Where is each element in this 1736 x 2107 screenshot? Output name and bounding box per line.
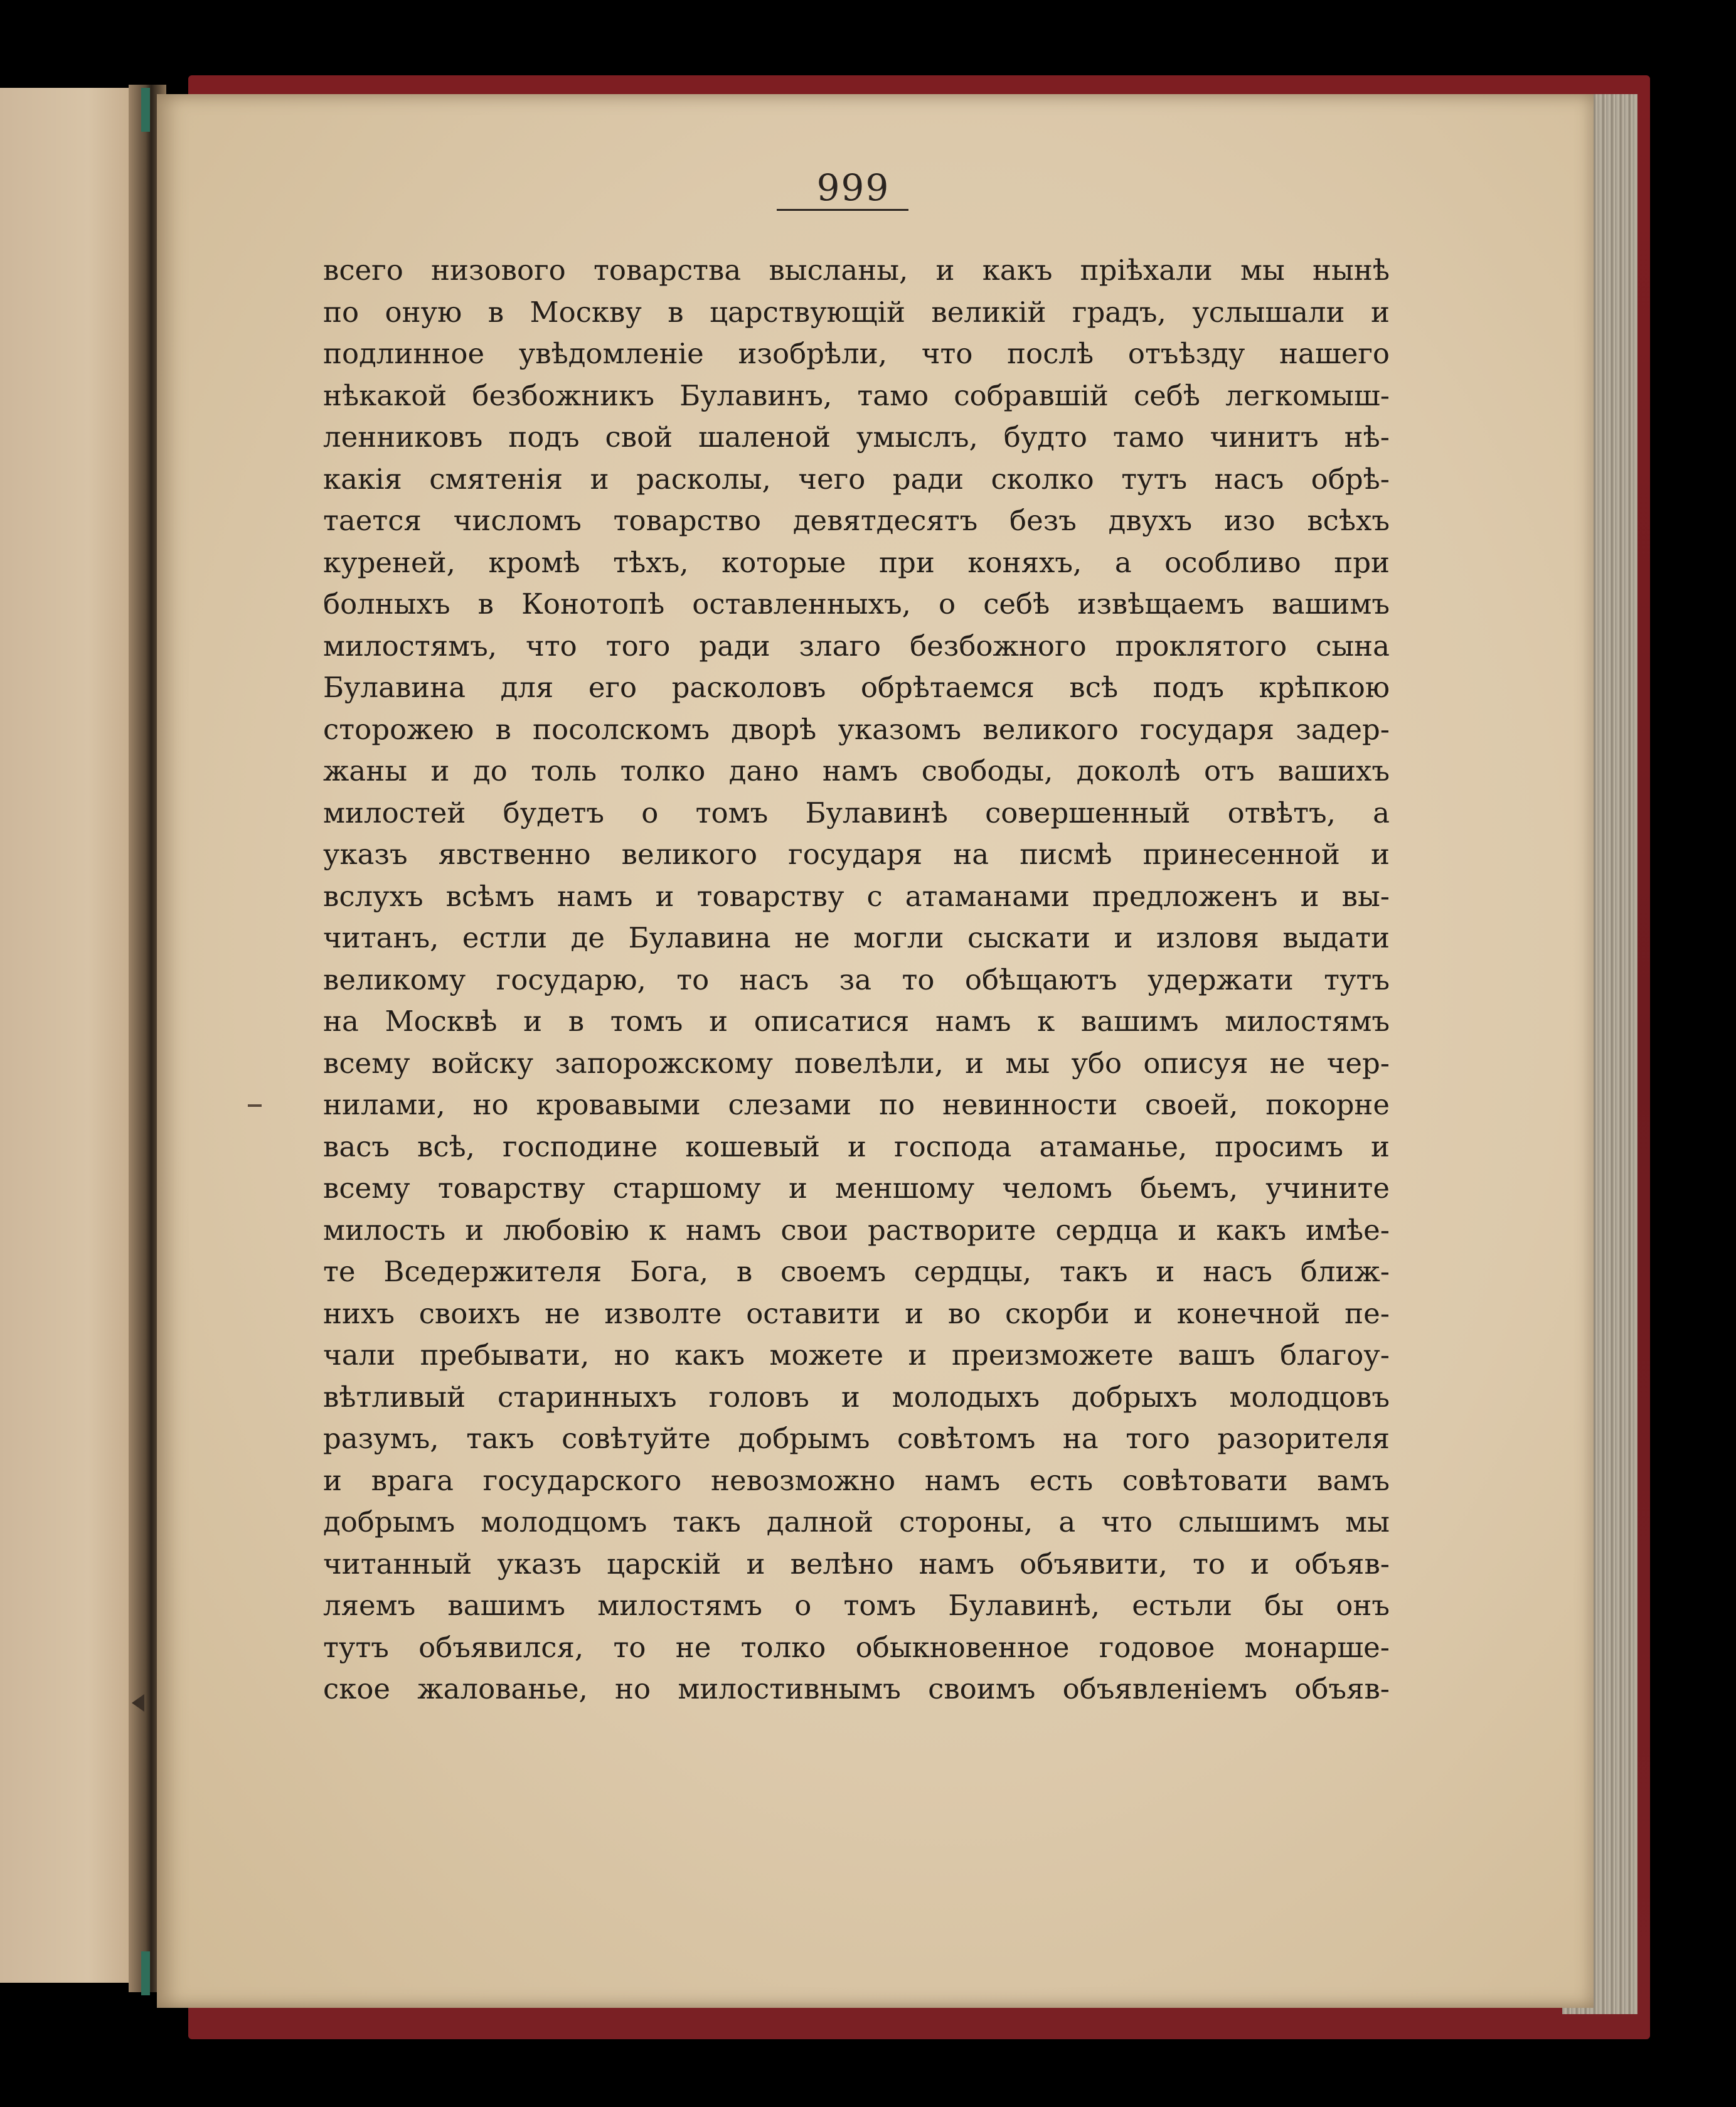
text-line: подлинное увѣдомленіе изобрѣли, что послѣ отъѣзду нашего [323,337,1390,370]
text-line: нихъ своихъ не изволте оставити и во скорби и конечной пе- [323,1296,1390,1330]
text-line: великому государю, то насъ за то обѣщаютъ удержати тутъ [323,963,1390,996]
text-line: нѣкакой безбожникъ Булавинъ, тамо собравшій себѣ легкомыш- [323,378,1390,412]
text-line: милость и любовію к намъ свои растворите сердца и какъ имѣе- [323,1213,1390,1247]
margin-arrow-mark [132,1694,144,1712]
text-line: сторожею в посолскомъ дворѣ указомъ великого государя задер- [323,712,1390,746]
text-line: вѣтливый старинныхъ головъ и молодыхъ добрыхъ молодцовъ [323,1380,1390,1414]
text-line: милостей будетъ о томъ Булавинѣ совершенный отвѣтъ, а [323,796,1390,829]
text-line: всего низового товарства высланы, и какъ пріѣхали мы нынѣ [323,253,1390,287]
page-number: 999 [816,166,890,209]
text-line: всему войску запорожскому повелѣли, и мы убо описуя не чер- [323,1046,1390,1080]
text-line: указъ явственно великого государя на писмѣ принесенной и [323,838,1390,871]
text-line: читанный указъ царскій и велѣно намъ объявити, то и объяв- [323,1547,1390,1581]
text-line: жаны и до толь толко дано намъ свободы, доколѣ отъ вашихъ [323,754,1390,787]
text-line: добрымъ молодцомъ такъ далной стороны, а что слышимъ мы [323,1505,1390,1539]
text-line: и врага государского невозможно намъ есть совѣтовати вамъ [323,1463,1390,1497]
text-line: читанъ, естли де Булавина не могли сыскати и изловя выдати [323,921,1390,954]
text-line: куреней, кромѣ тѣхъ, которые при коняхъ, а особливо при [323,545,1390,579]
page-number-rule [777,209,908,211]
text-line: болныхъ в Конотопѣ оставленныхъ, о себѣ извѣщаемъ вашимъ [323,587,1390,621]
text-line: ленниковъ подъ свой шаленой умыслъ, будто тамо чинитъ нѣ- [323,420,1390,454]
text-line: на Москвѣ и в томъ и описатися намъ к вашимъ милостямъ [323,1005,1390,1038]
facing-page [0,88,147,1983]
text-line: вслухъ всѣмъ намъ и товарству с атаманами предложенъ и вы- [323,879,1390,913]
text-line: васъ всѣ, господине кошевый и господа атаманье, просимъ и [323,1129,1390,1163]
bookmark-ribbon-bottom [141,1951,150,1995]
margin-tick-mark [248,1104,262,1107]
body-text [323,250,1390,1710]
text-line: всему товарству старшому и меншому челомъ бьемъ, учините [323,1171,1390,1205]
bookmark-ribbon-top [141,88,150,132]
text-line: тутъ объявился, то не толко обыкновенное годовое монарше- [323,1630,1390,1664]
text-line: разумъ, такъ совѣтуйте добрымъ совѣтомъ на того разорителя [323,1422,1390,1455]
text-line: тается числомъ товарство девятдесятъ безъ двухъ изо всѣхъ [323,504,1390,537]
text-line: ляемъ вашимъ милостямъ о томъ Булавинѣ, естьли бы онъ [323,1589,1390,1622]
text-line: милостямъ, что того ради злаго безбожного проклятого сына [323,629,1390,663]
text-line: те Вседержителя Бога, в своемъ сердцы, такъ и насъ ближ- [323,1255,1390,1288]
text-line: нилами, но кровавыми слезами по невинности своей, покорне [323,1088,1390,1121]
text-line: ское жалованье, но милостивнымъ своимъ объявленіемъ объяв- [323,1672,1390,1705]
text-line: чали пребывати, но какъ можете и преизможете вашъ благоу- [323,1338,1390,1372]
text-line: Булавина для его расколовъ обрѣтаемся всѣ подъ крѣпкою [323,671,1390,704]
text-line: какія смятенія и расколы, чего ради сколко тутъ насъ обрѣ- [323,462,1390,496]
text-line: по оную в Москву в царствующій великій градъ, услышали и [323,295,1390,329]
